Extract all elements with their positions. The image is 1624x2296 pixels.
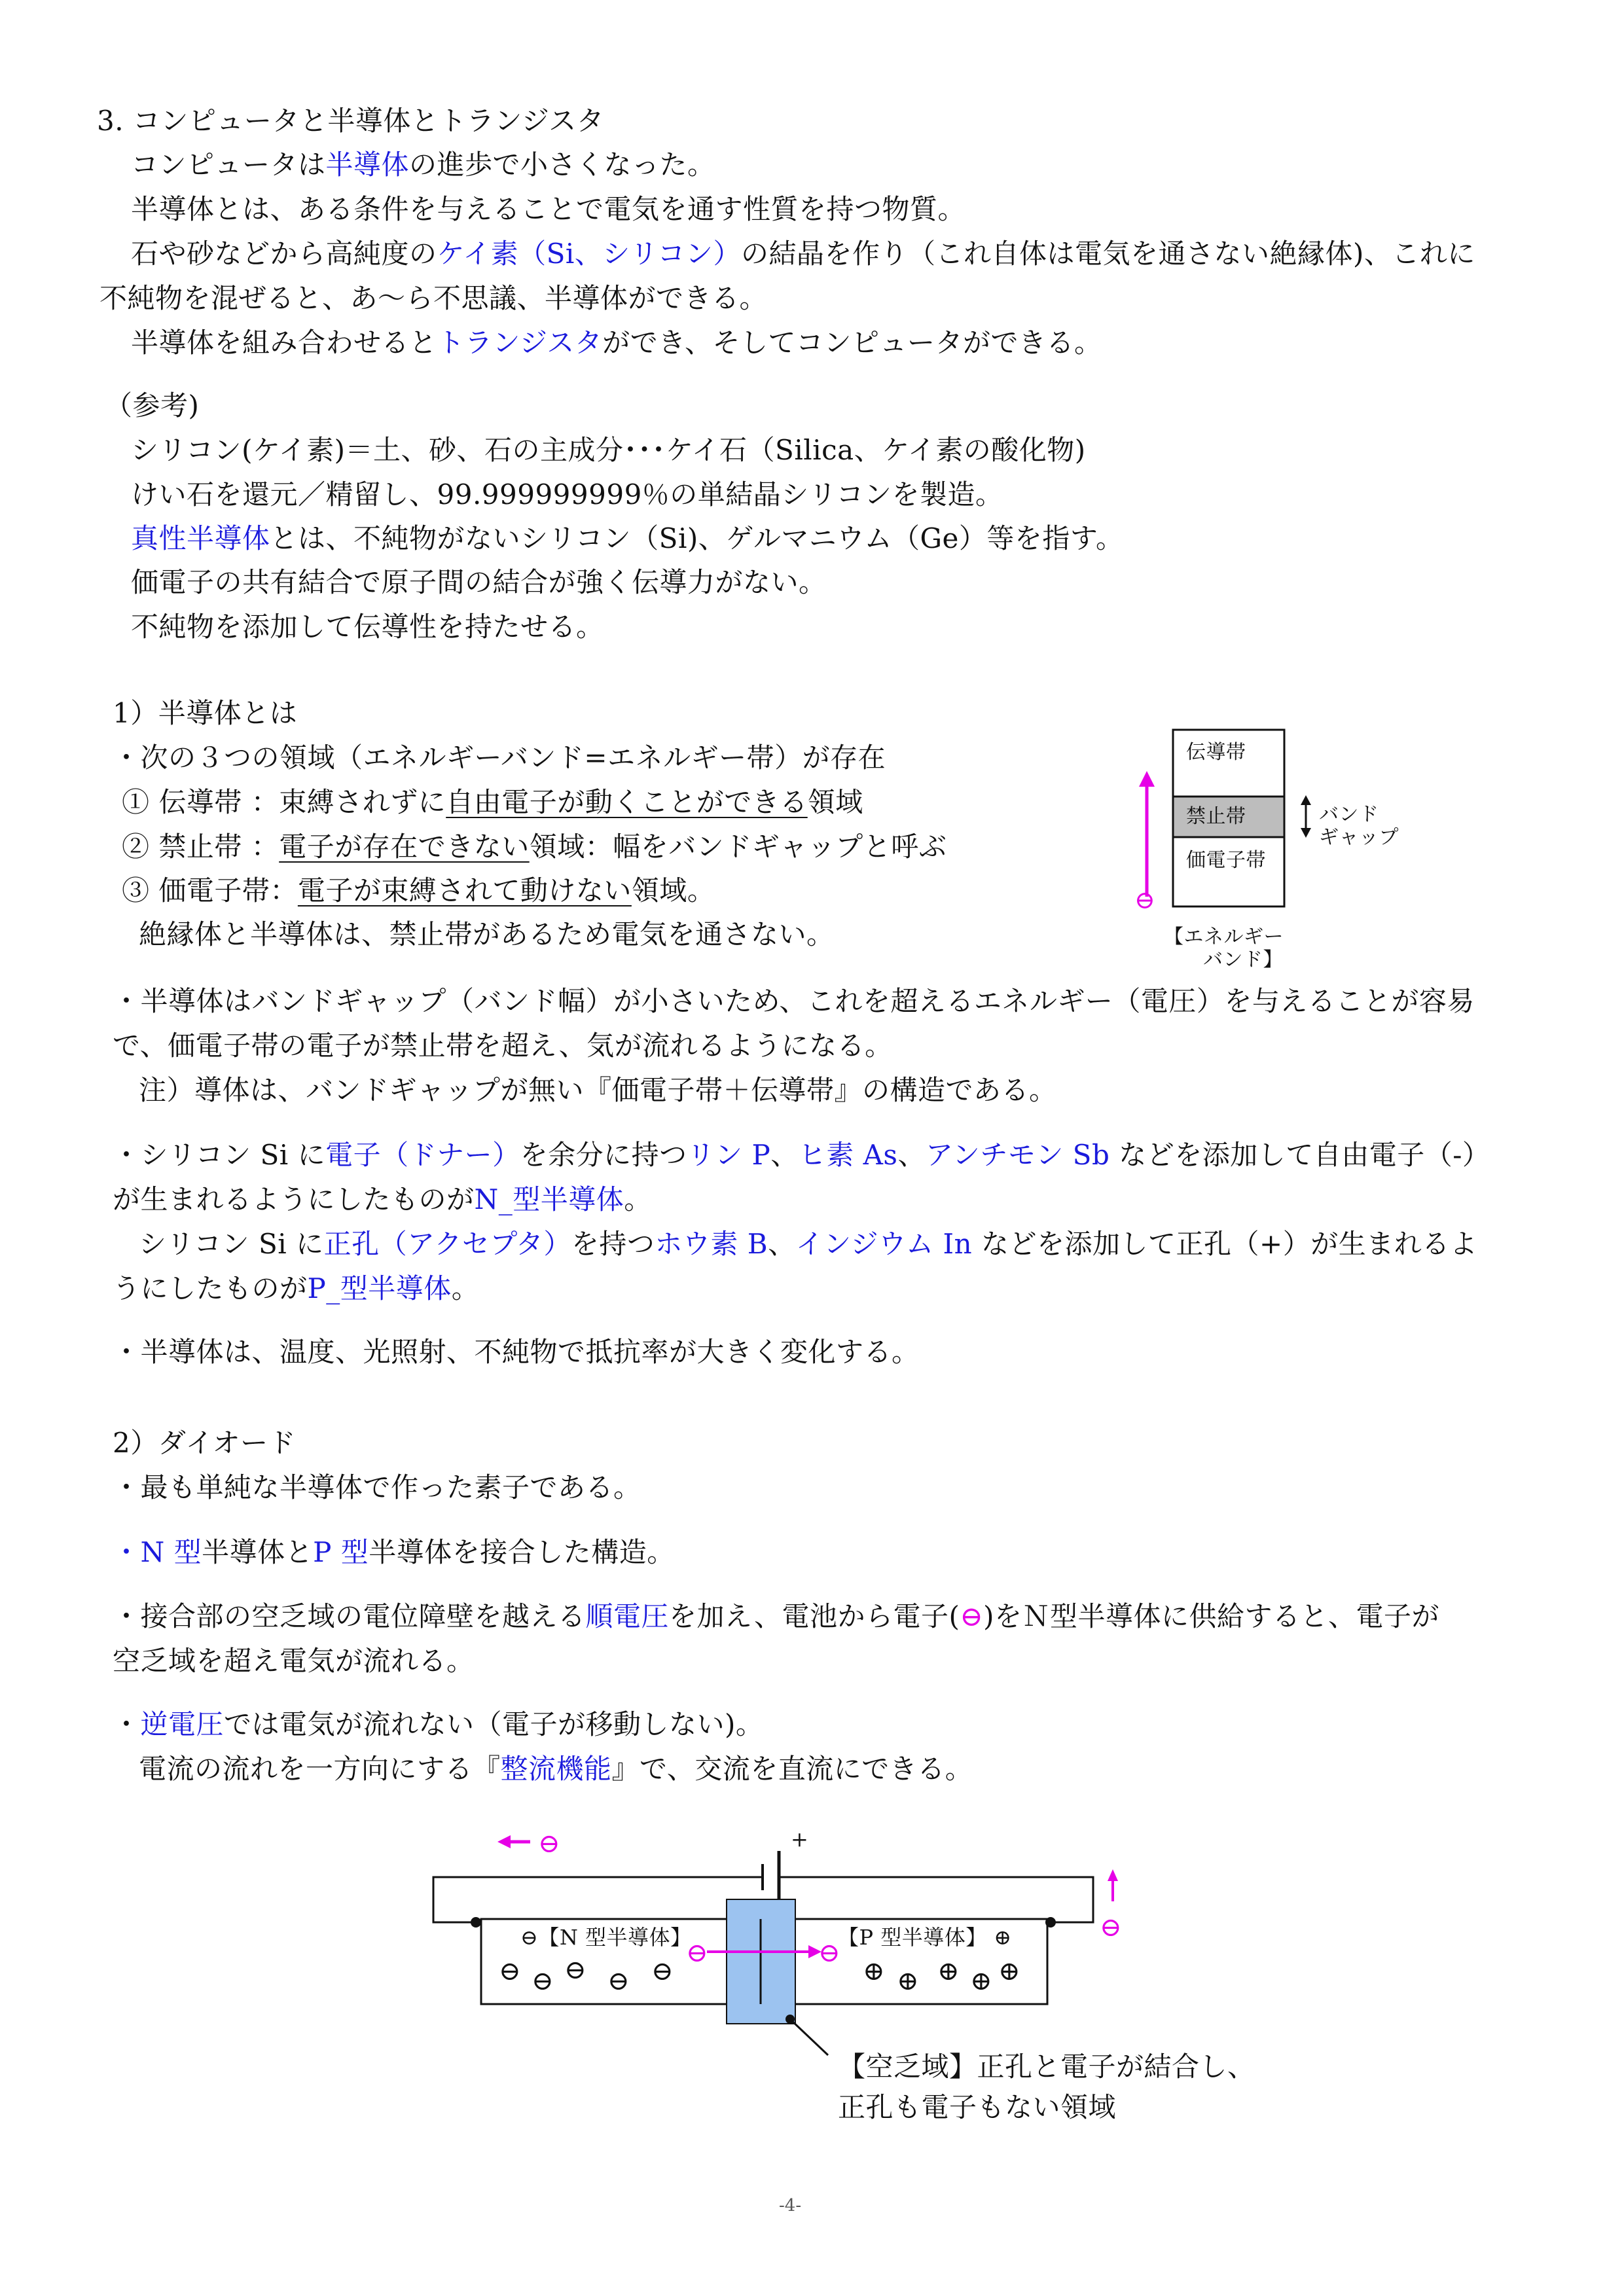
page-number: -4- bbox=[779, 2196, 802, 2215]
band-item-conduction: ① 伝導帯 ：束縛されずに自由電子が動くことができる領域 bbox=[122, 786, 863, 818]
semi-intro: ・次の３つの領域（エネルギーバンド=エネルギー帯）が存在 bbox=[113, 742, 886, 774]
n-type-line-2: が生まれるようにしたものがN_型半導体。 bbox=[113, 1183, 652, 1215]
p-hole: ⊕ bbox=[998, 1956, 1021, 1986]
section-3-heading: 3. コンピュータと半導体とトランジスタ bbox=[97, 105, 605, 137]
right-contact bbox=[1045, 1917, 1056, 1928]
diode-title: 2）ダイオード bbox=[113, 1427, 297, 1459]
left-contact bbox=[471, 1917, 481, 1928]
p-hole: ⊕ bbox=[897, 1966, 920, 1996]
n-electron: ⊖ bbox=[532, 1966, 554, 1996]
p-type-line-1: シリコン Si に正孔（アクセプタ）を持つホウ素 B、インジウム In などを添加して正孔（+）が生まれるよ bbox=[139, 1228, 1478, 1260]
diode-line-1: ・最も単純な半導体で作った素子である。 bbox=[113, 1471, 641, 1503]
para-transistor: 半導体を組み合わせるとトランジスタができ、そしてコンピュータができる。 bbox=[131, 327, 1102, 359]
reference-line-4: 価電子の共有結合で原子間の結合が強く伝導力がない。 bbox=[131, 566, 827, 598]
n-electron: ⊖ bbox=[607, 1966, 630, 1996]
reference-line-2: けい石を還元／精留し、99.999999999％の単結晶シリコンを製造。 bbox=[131, 478, 1003, 511]
conduction-band-label: 伝導帯 bbox=[1186, 741, 1246, 764]
para-semiconductor-def: 半導体とは、ある条件を与えることで電気を通す性質を持つ物質。 bbox=[131, 193, 966, 225]
diode-line-2: ・N 型半導体とP 型半導体を接合した構造。 bbox=[113, 1536, 675, 1568]
bandgap-label-1: バンド bbox=[1319, 803, 1379, 826]
p-hole: ⊕ bbox=[863, 1956, 886, 1986]
bandgap-line-1: ・半導体はバンドギャップ（バンド幅）が小さいため、これを超えるエネルギー（電圧）を与えることが容易 bbox=[113, 985, 1475, 1017]
band-caption-1: 【エネルギー bbox=[1164, 925, 1284, 948]
depletion-caption-1: 【空乏域】正孔と電子が結合し、 bbox=[838, 2051, 1255, 2083]
n-electron: ⊖ bbox=[651, 1956, 674, 1986]
band-insulator-note: 絶縁体と半導体は、禁止帯があるため電気を通さない。 bbox=[139, 918, 835, 950]
depletion-caption-2: 正孔も電子もない領域 bbox=[838, 2091, 1117, 2123]
band-caption-2: バンド】 bbox=[1203, 948, 1283, 971]
para-silicon-1: 石や砂などから高純度のケイ素（Si、シリコン）の結晶を作り（これ自体は電気を通さない絶縁体)、これに bbox=[131, 238, 1475, 270]
n-type-line-1: ・シリコン Si に電子（ドナー）を余分に持つリン P、ヒ素 As、アンチモン Sb などを添加して自由電子（-） bbox=[113, 1139, 1490, 1171]
n-electron: ⊖ bbox=[564, 1955, 587, 1985]
p-type-region-label: 【P 型半導体】 ⊕ bbox=[838, 1925, 1012, 1950]
n-electron: ⊖ bbox=[499, 1956, 522, 1986]
circuit-electron-right: ⊖ bbox=[1100, 1912, 1123, 1943]
conductor-note: 注）導体は、バンドギャップが無い『価電子帯＋伝導帯』の構造である。 bbox=[139, 1074, 1057, 1106]
moving-electron-left: ⊖ bbox=[686, 1938, 709, 1968]
n-type-region-label: ⊖【N 型半導体】 bbox=[520, 1925, 692, 1950]
forbidden-band-label: 禁止帯 bbox=[1186, 805, 1246, 828]
battery-plus-label: + bbox=[791, 1827, 809, 1852]
reference-line-3: 真性半導体とは、不純物がないシリコン（Si)、ゲルマニウム（Ge）等を指す。 bbox=[131, 522, 1124, 554]
bandgap-line-2: で、価電子帯の電子が禁止帯を超え、気が流れるようになる。 bbox=[113, 1030, 893, 1062]
depletion-pointer bbox=[790, 2019, 828, 2055]
semi-title: 1）半導体とは bbox=[113, 697, 298, 729]
para-computer: コンピュータは半導体の進歩で小さくなった。 bbox=[131, 149, 715, 181]
p-type-line-2: うにしたものがP_型半導体。 bbox=[113, 1272, 480, 1304]
electron-symbol: ⊖ bbox=[1134, 886, 1156, 914]
diode-line-3b: 空乏域を超え電気が流れる。 bbox=[113, 1645, 475, 1677]
diode-line-3: ・接合部の空乏域の電位障壁を越える順電圧を加え、電池から電子(⊖)をＮ型半導体に供給すると、電子が bbox=[113, 1600, 1440, 1632]
reference-line-1: シリコン(ケイ素)＝土、砂、石の主成分･･･ケイ石（Silica、ケイ素の酸化物) bbox=[131, 434, 1086, 466]
diode-line-4: ・逆電圧では電気が流れない（電子が移動しない)。 bbox=[113, 1708, 764, 1740]
moving-electron-right: ⊖ bbox=[818, 1938, 841, 1968]
band-item-valence: ③ 価電子帯：電子が束縛されて動けない領域。 bbox=[122, 874, 715, 906]
p-hole: ⊕ bbox=[970, 1966, 993, 1996]
para-silicon-2: 不純物を混ぜると、あ～ら不思議、半導体ができる。 bbox=[99, 282, 768, 314]
band-item-forbidden: ② 禁止帯 ：電子が存在できない領域：幅をバンドギャップと呼ぶ bbox=[122, 831, 947, 863]
bandgap-label-2: ギャップ bbox=[1319, 826, 1399, 849]
reference-title: （参考) bbox=[105, 389, 200, 422]
wire-left bbox=[433, 1877, 763, 1922]
circuit-electron-top: ⊖ bbox=[538, 1829, 561, 1859]
resistivity-note: ・半導体は、温度、光照射、不純物で抵抗率が大きく変化する。 bbox=[113, 1336, 920, 1368]
valence-band-label: 価電子帯 bbox=[1186, 849, 1266, 872]
diode-line-5: 電流の流れを一方向にする『整流機能』で、交流を直流にできる。 bbox=[139, 1753, 973, 1785]
wire-right bbox=[779, 1877, 1093, 1922]
p-hole: ⊕ bbox=[937, 1956, 960, 1986]
reference-line-5: 不純物を添加して伝導性を持たせる。 bbox=[131, 611, 604, 643]
